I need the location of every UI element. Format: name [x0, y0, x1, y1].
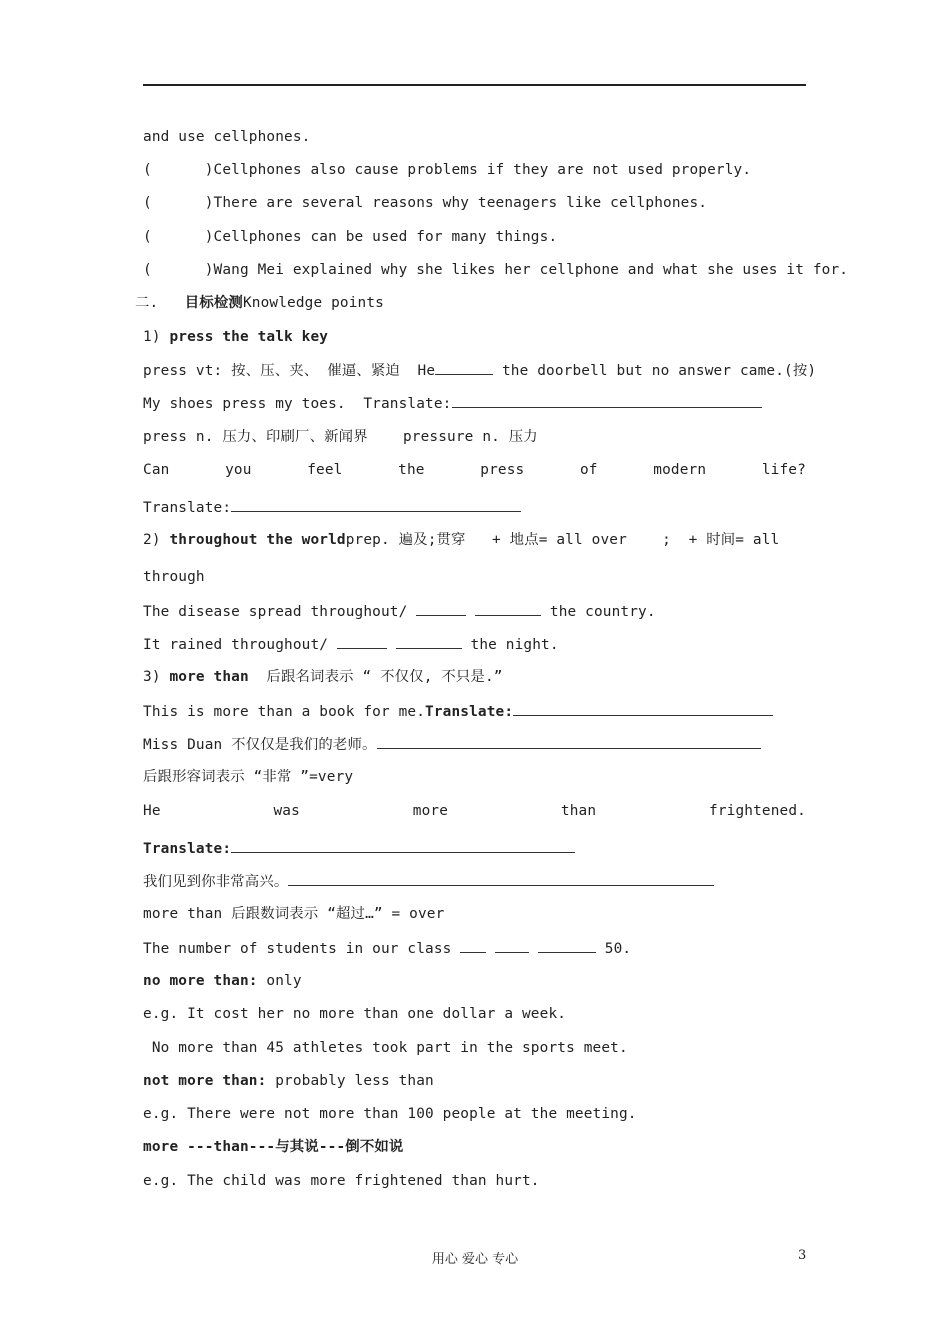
text-segment: Miss Duan 不仅仅是我们的老师。: [143, 737, 377, 753]
word: life?: [761, 462, 806, 478]
text-segment: Translate:: [143, 500, 232, 516]
text-line: [143, 734, 761, 755]
answer-blank: [460, 938, 486, 953]
term-line: more ---than---与其说---倒不如说: [143, 1139, 404, 1155]
text-line: [143, 971, 302, 991]
text-line: [143, 360, 816, 381]
word: was: [273, 803, 300, 819]
text-segment: only: [257, 973, 302, 989]
answer-blank: [231, 838, 575, 853]
text-line: and use cellphones.: [143, 129, 311, 145]
text-segment: the doorbell but no answer came.(按): [493, 363, 817, 379]
point-heading: [143, 667, 503, 687]
page-footer: 用心 爱心 专心: [431, 1252, 519, 1267]
example-line: No more than 45 athletes took part in the sports meet.: [143, 1040, 628, 1056]
text-line: 后跟形容词表示 “非常 ”=very: [143, 769, 354, 785]
true-false-item: ( )Wang Mei explained why she likes her cellphone and what she uses it for.: [143, 262, 849, 278]
text-segment: It rained throughout/: [143, 637, 337, 653]
answer-blank: [337, 634, 387, 649]
justified-line: [143, 801, 806, 821]
true-false-item: ( )Cellphones can be used for many things.: [143, 229, 558, 245]
text-line: [143, 393, 762, 414]
justified-line: [143, 460, 806, 480]
text-line: [143, 938, 631, 959]
text-segment: prep. 遍及;贯穿 + 地点= all over ; + 时间= all: [345, 532, 780, 548]
section-title: 目标检测: [184, 295, 243, 311]
word: more: [412, 803, 449, 819]
point-number: 3): [143, 669, 170, 685]
text-line: [143, 838, 575, 859]
point-title: press the talk key: [169, 329, 329, 345]
text-segment: press vt: 按、压、夹、 催逼、紧迫 He: [143, 363, 436, 379]
text-segment: 50.: [595, 941, 632, 957]
translate-label: Translate:: [143, 841, 232, 857]
true-false-item: ( )Cellphones also cause problems if they are not used properly.: [143, 162, 752, 178]
word: frightened.: [709, 803, 806, 819]
true-false-item: ( )There are several reasons why teenagers like cellphones.: [143, 195, 708, 211]
text-segment: the country.: [541, 604, 656, 620]
answer-blank: [416, 601, 466, 616]
text-segment: probably less than: [266, 1073, 434, 1089]
text-line: [143, 497, 521, 518]
example-line: e.g. The child was more frightened than hurt.: [143, 1173, 540, 1189]
example-line: e.g. There were not more than 100 people at the meeting.: [143, 1106, 637, 1122]
answer-blank: [435, 360, 493, 375]
text-segment: My shoes press my toes. Translate:: [143, 396, 452, 412]
answer-blank: [396, 634, 462, 649]
text-line: more than 后跟数词表示 “超过…” = over: [143, 906, 445, 922]
point-heading: [143, 530, 779, 550]
point-title: throughout the world: [169, 532, 346, 548]
answer-blank: [231, 497, 521, 512]
answer-blank: [475, 601, 541, 616]
text-segment: The number of students in our class: [143, 941, 461, 957]
text-segment: The disease spread throughout/: [143, 604, 417, 620]
point-number: 2): [143, 532, 170, 548]
word: press: [480, 462, 525, 478]
point-number: 1): [143, 329, 170, 345]
answer-blank: [452, 393, 762, 408]
text-line: [143, 601, 656, 622]
text-line: press n. 压力、印刷厂、新闻界 pressure n. 压力: [143, 429, 538, 445]
text-line: [143, 634, 559, 655]
text-line: [143, 701, 773, 722]
text-line: [143, 871, 714, 892]
page-number: 3: [798, 1248, 807, 1263]
text-line: [143, 1071, 434, 1091]
section-number: 二.: [135, 295, 185, 311]
word: than: [560, 803, 597, 819]
word: modern: [653, 462, 707, 478]
word: Can: [143, 462, 170, 478]
term: not more than:: [143, 1073, 267, 1089]
text-segment: the night.: [461, 637, 559, 653]
translate-label: Translate:: [425, 704, 514, 720]
text-line: through: [143, 569, 205, 585]
answer-blank: [288, 871, 714, 886]
answer-blank: [513, 701, 773, 716]
answer-blank: [495, 938, 529, 953]
text-segment: 我们见到你非常高兴。: [143, 874, 289, 890]
word: feel: [307, 462, 343, 478]
text-segment: 后跟名词表示 “ 不仅仅, 不只是.”: [248, 669, 503, 685]
word: the: [398, 462, 425, 478]
section-heading: [135, 293, 384, 313]
point-heading: [143, 327, 328, 347]
header-rule: [143, 84, 806, 86]
word: of: [579, 462, 598, 478]
answer-blank: [538, 938, 596, 953]
section-subtitle: Knowledge points: [242, 295, 384, 311]
word: He: [143, 803, 161, 819]
text-segment: This is more than a book for me.: [143, 704, 426, 720]
answer-blank: [377, 734, 761, 749]
point-title: more than: [169, 669, 249, 685]
word: you: [225, 462, 252, 478]
term: no more than:: [143, 973, 258, 989]
example-line: e.g. It cost her no more than one dollar a week.: [143, 1006, 567, 1022]
